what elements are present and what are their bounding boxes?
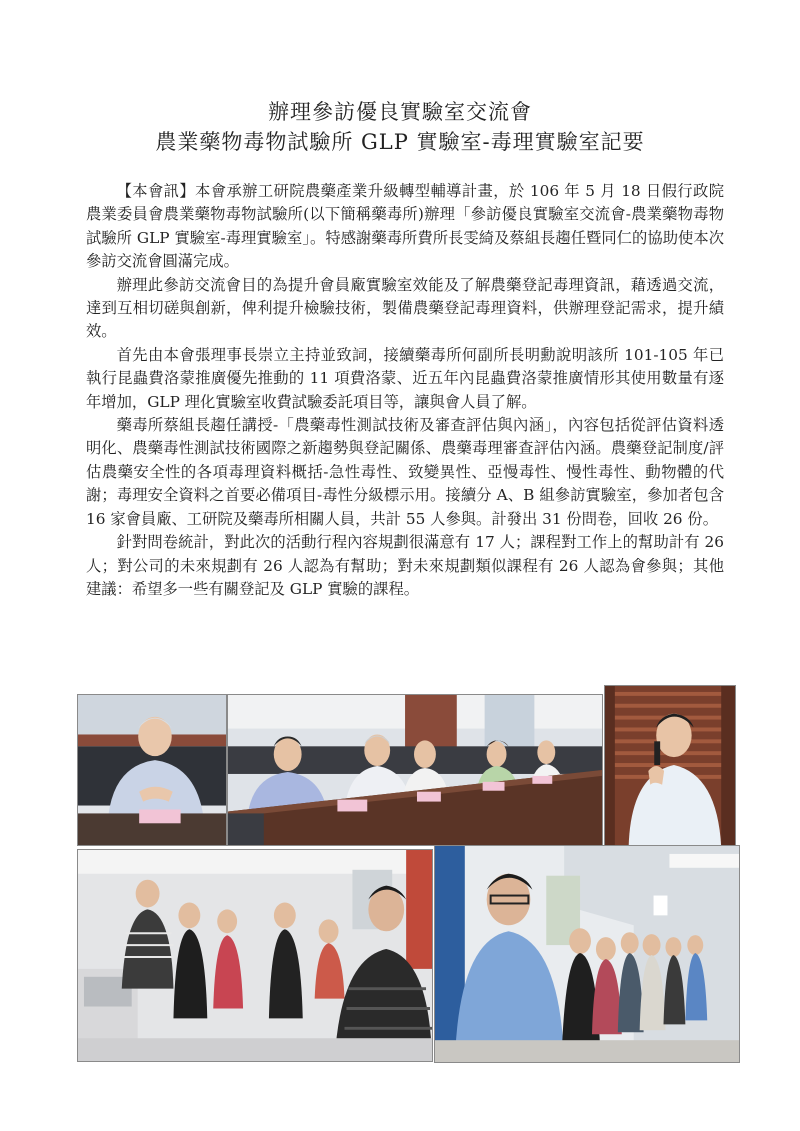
photo-meeting-table (227, 694, 603, 846)
paragraph-1: 【本會訊】本會承辦工研院農藥產業升級轉型輔導計畫，於 106 年 5 月 18 日假行政院農業委員會農業藥物毒物試驗所(以下簡稱藥毒所)辦理「參訪優良實驗室交流會-農業藥物毒物試驗所 GLP 實驗室-毒理實驗室」。特感謝藥毒所費所長雯綺及蔡組長趨任暨同仁的協助使本次參訪交流會圓滿完成。 (86, 182, 724, 271)
photo-lab-visit-group (77, 849, 433, 1062)
document-title-line2: 農業藥物毒物試驗所 GLP 實驗室-毒理實驗室記要 (155, 130, 645, 154)
paragraph-5: 針對問卷統計，對此次的活動行程內容規劃很滿意有 17 人；課程對工作上的幫助計有 26 人；對公司的未來規劃有 26 人認為有幫助；對未來規劃類似課程有 26 人認為會參與；其他建議：希望多一些有關登記及 GLP 實驗的課程。 (86, 533, 724, 598)
photo-corridor-tour-group (434, 845, 740, 1063)
paragraph-3: 首先由本會張理事長崇立主持並致詞，接續藥毒所何副所長明勳說明該所 101-105 年已執行昆蟲費洛蒙推廣優先推動的 11 項費洛蒙、近五年內昆蟲費洛蒙推廣情形其使用數量有逐年增加，GLP 理化實驗室收費試驗委託項目等，讓與會人員了解。 (86, 345, 724, 411)
lecturer-with-microphone-photo-icon (605, 686, 735, 847)
photo-lecturer-with-microphone (604, 685, 736, 848)
photo-speaker-at-desk (77, 694, 227, 846)
paragraph-4: 藥毒所蔡組長趨任講授-「農藥毒性測試技術及審查評估與內涵」，內容包括從評估資料透明化、農藥毒性測試技術國際之新趨勢與登記關係、農藥毒理審查評估內涵。農藥登記制度/評估農藥安全性的各項毒理資料概括-急性毒性、致變異性、亞慢毒性、慢性毒性、動物體的代謝；毒理安全資料之首要必備項目-毒性分級標示用。接續分 A、B 組參訪實驗室，參加者包含 16 家會員廠、工研院及藥毒所相關人員，共計 55 人參與。計發出 31 份問卷，回收 26 份。 (86, 416, 724, 528)
paragraph-2: 辦理此參訪交流會目的為提升會員廠實驗室效能及了解農藥登記毒理資訊，藉透過交流，達到互相切磋與創新，俾利提升檢驗技術，製備農藥登記毒理資料，供辦理登記需求，提升績效。 (86, 275, 724, 341)
speaker-at-desk-photo-icon (78, 695, 226, 845)
lab-visit-group-photo-icon (78, 850, 432, 1061)
document-body (86, 180, 724, 601)
document-title-line1: 辦理參訪優良實驗室交流會 (268, 100, 532, 124)
corridor-tour-group-photo-icon (435, 846, 739, 1062)
meeting-table-photo-icon (228, 695, 602, 845)
